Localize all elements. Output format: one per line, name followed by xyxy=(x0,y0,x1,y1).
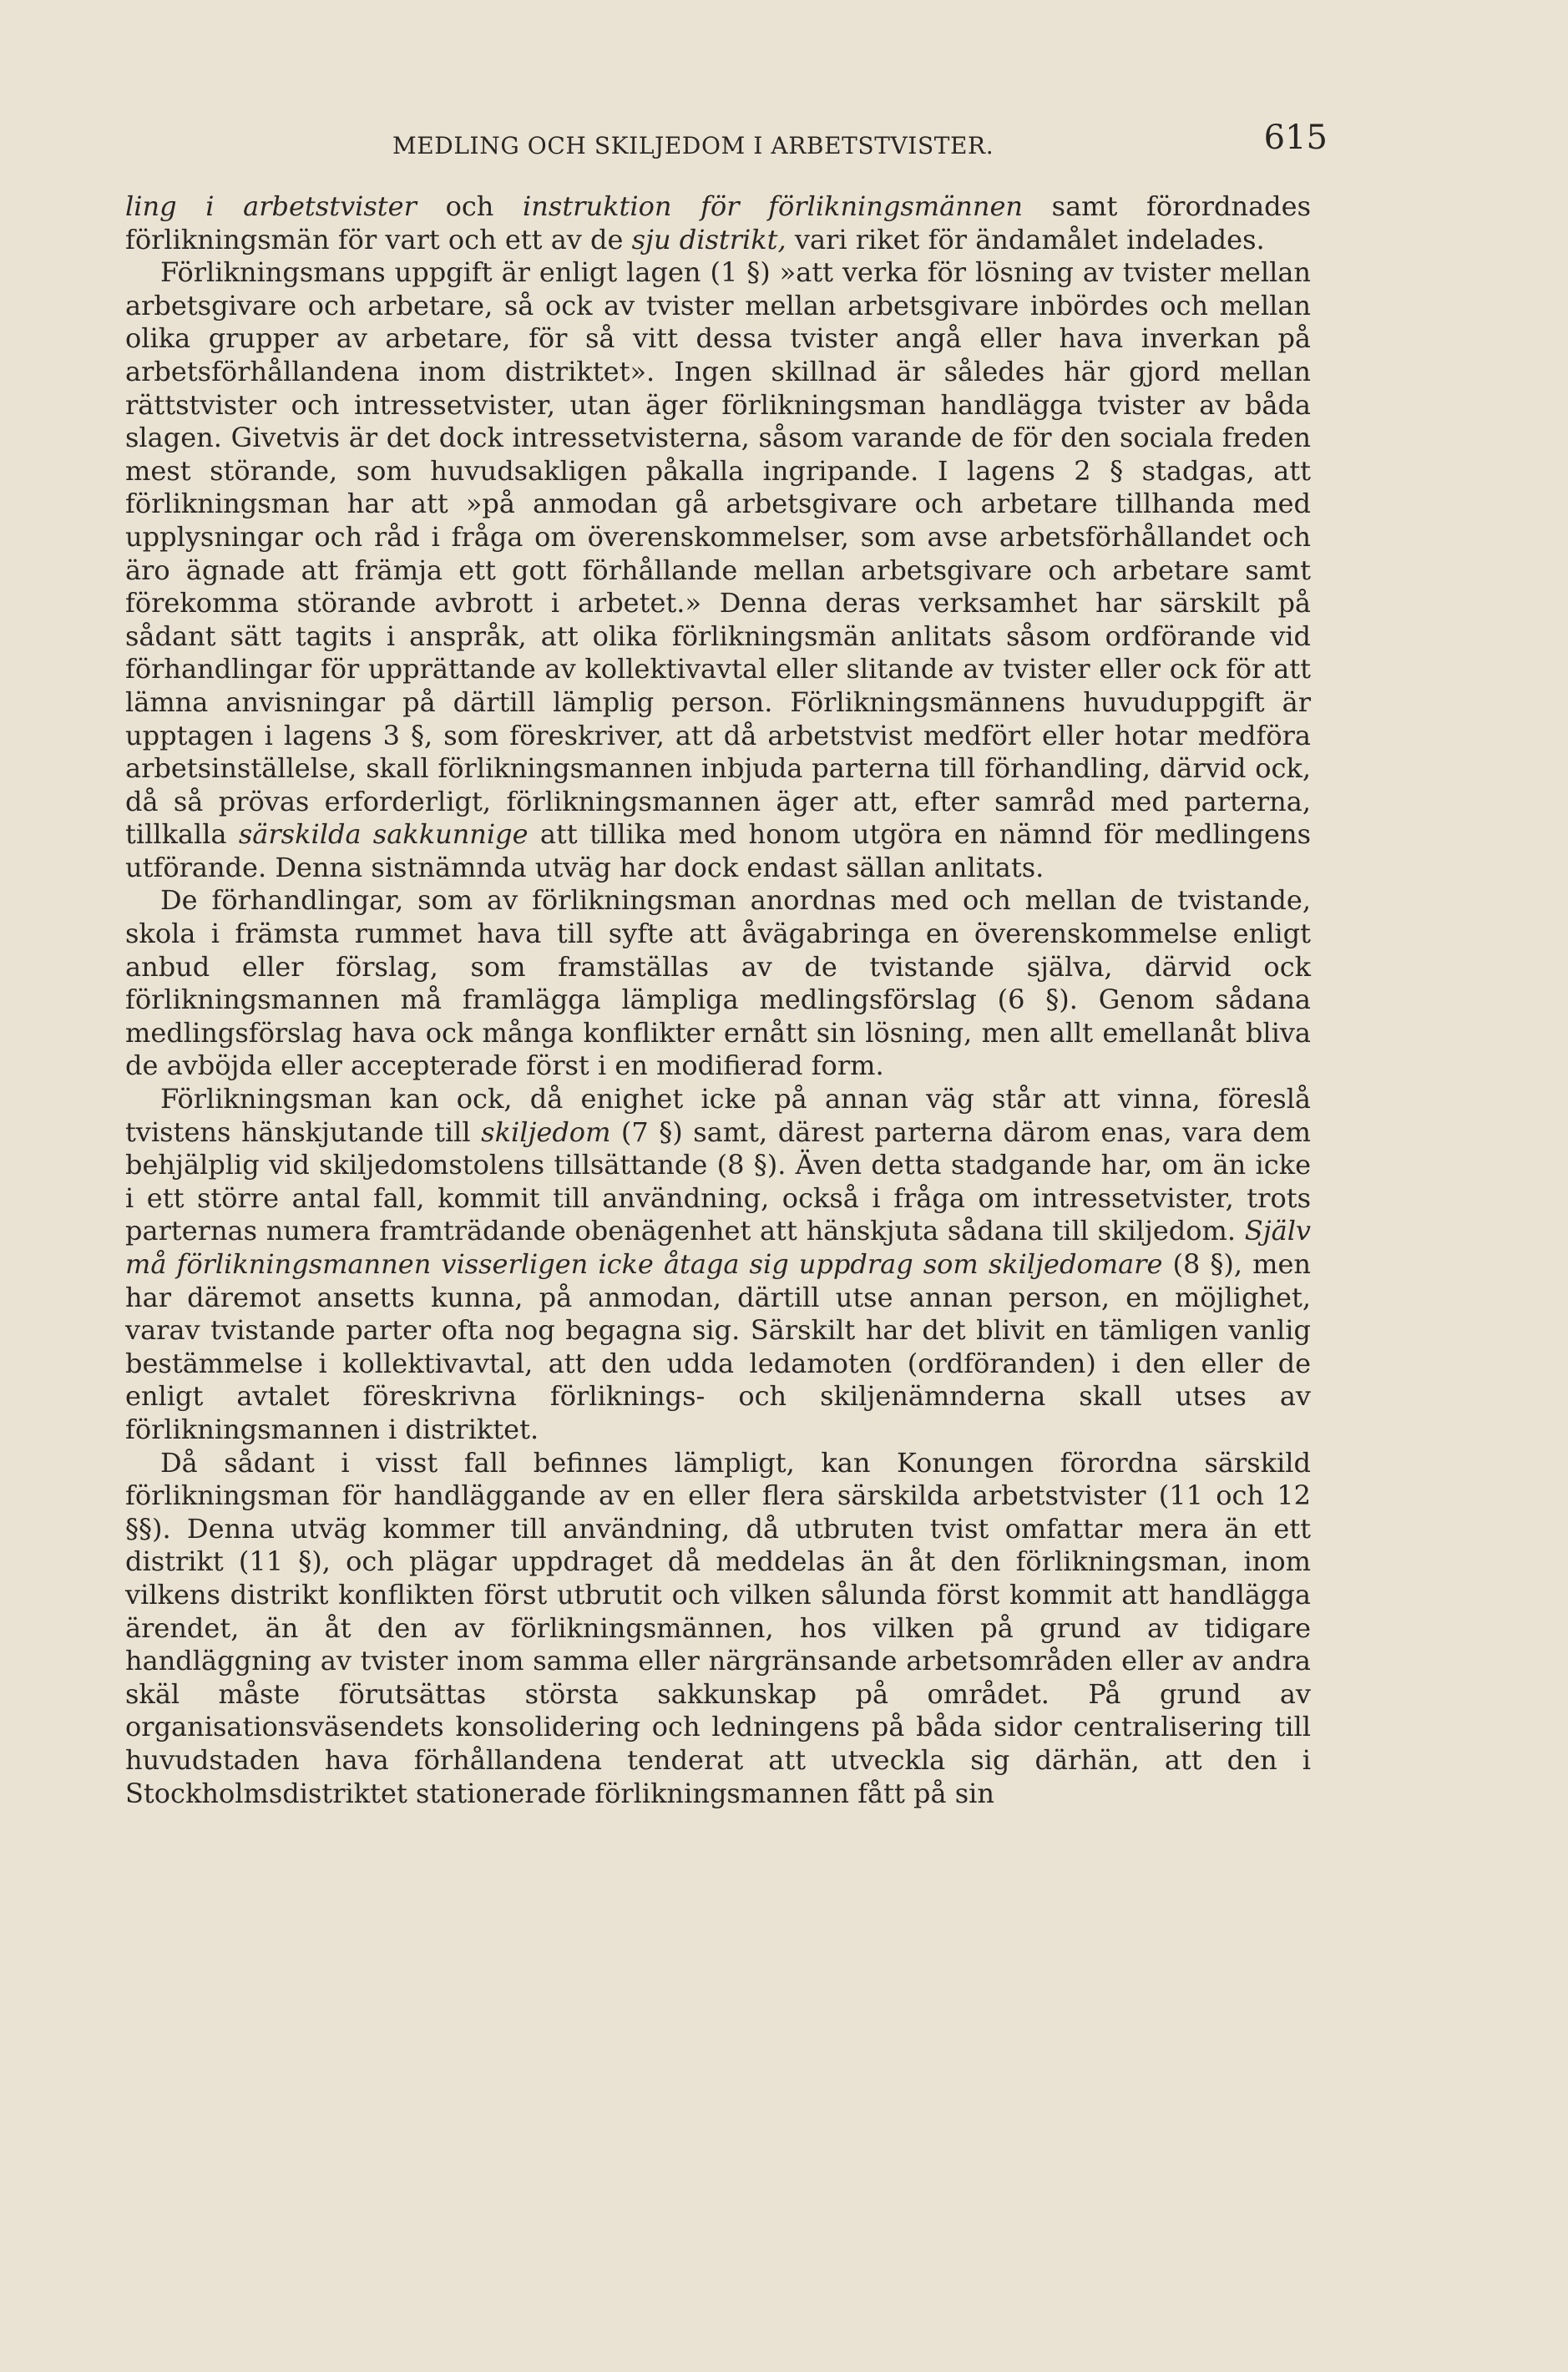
paragraph xyxy=(125,1083,1311,1447)
italic-phrase: sju distrikt, xyxy=(631,223,787,255)
page-number: 615 xyxy=(1263,119,1328,157)
paragraph xyxy=(125,256,1311,884)
page-header xyxy=(125,119,1328,182)
text-run: Förlikningsman kan ock, då enighet icke på annan väg står att vinna, föreslå tvistens hänskjutande till xyxy=(125,1083,1311,1148)
italic-phrase: ling i arbetstvister xyxy=(125,190,417,222)
text-run: Förlikningsmans uppgift är enligt lagen (1 §) »att verka för lösning av tvister mellan arbetsgivare och arbetare, så ock av tvister mellan arbetsgivare inbördes och mellan olika grupper av arbetare, för så vitt dessa tvister angå eller hava inverkan på arbetsförhållandena inom distriktet». Ingen skillnad är således här gjord mellan rättstvister och intressetvister, utan äger förlikningsman handlägga tvister av båda slagen. Givetvis är det dock intressetvisterna, såsom varande de för den sociala freden mest störande, som huvudsakligen påkalla ingripande. I lagens 2 § stadgas, att förlikningsman har att »på anmodan gå arbetsgivare och arbetare tillhanda med upplysningar och råd i fråga om överenskommelser, som avse arbetsförhållandet och äro ägnade att främja ett gott förhållande mellan arbetsgivare och arbetare samt förekomma störande avbrott i arbetet.» Denna deras verksamhet har särskilt på sådant sätt tagits i anspråk, att olika förlikningsmän anlitats såsom ordförande vid förhandlingar för upprättande av kollektivavtal eller slitande av tvister eller ock för att lämna anvisningar på därtill lämplig person. Förlikningsmännens huvuduppgift är upptagen i lagens 3 §, som föreskriver, att då arbetstvist medfört eller hotar medföra arbetsinställelse, skall förlikningsmannen inbjuda parterna till förhandling, därvid ock, då så prövas erforderligt, förlikningsmannen äger att, efter samråd med parterna, tillkalla xyxy=(125,256,1311,851)
text-run: vari riket för ändamålet indelades. xyxy=(786,223,1265,255)
paragraph xyxy=(125,1447,1311,1811)
italic-phrase: skiljedom xyxy=(481,1115,611,1148)
text-run: samt förordnades förlikningsmän för vart och ett av de xyxy=(125,190,1312,255)
italic-phrase: instruktion för förlikningsmännen xyxy=(523,190,1023,222)
text-run: att tillika med honom utgöra en nämnd för medlingens utförande. Denna sistnämnda utväg har dock endast sällan anlitats. xyxy=(125,818,1312,883)
text-run: (8 §), men har däremot ansetts kunna, på anmodan, därtill utse annan person, en möjlighet, varav tvistande parter ofta nog begagna sig. Särskilt har det blivit en tämligen vanlig bestämmelse i kollektivavtal, att den udda ledamoten (ordföranden) i den eller de enligt avtalet föreskrivna förliknings- och skiljenämnderna skall utses av förlikningsmannen i distriktet. xyxy=(125,1248,1312,1445)
text-run: Då sådant i visst fall befinnes lämpligt, kan Konungen förordna särskild förlikningsman för handläggande av en eller flera särskilda arbetstvister (11 och 12 §§). Denna utväg kommer till användning, då utbruten tvist omfattar mera än ett distrikt (11 §), och plägar uppdraget då meddelas än åt den förlikningsman, inom vilkens distrikt konflikten först utbrutit och vilken sålunda först kommit att handlägga ärendet, än åt den av förlikningsmännen, hos vilken på grund av tidigare handläggning av tvister inom samma eller närgränsande arbetsområden eller av andra skäl måste förutsättas största sakkunskap på området. På grund av organisationsväsendets konsolidering och ledningens på båda sidor centralisering till huvudstaden hava förhållandena tenderat att utveckla sig därhän, att den i Stockholmsdistriktet stationerade förlikningsmannen fått på sin xyxy=(125,1446,1311,1809)
italic-phrase: särskilda sakkunnige xyxy=(238,818,529,851)
text-run: och xyxy=(416,190,524,222)
paragraph xyxy=(125,190,1311,256)
running-title: MEDLING OCH SKILJEDOM I ARBETSTVISTER. xyxy=(392,132,994,159)
body-text xyxy=(125,190,1311,1810)
text-run: (7 §) samt, därest parterna därom enas, vara dem behjälplig vid skiljedomstolens tillsättande (8 §). Även detta stadgande har, om än icke i ett större antal fall, kommit till användning, också i fråga om intressetvister, trots parternas numera framträdande obenägenhet att hänskjuta sådana till skiljedom. xyxy=(125,1115,1312,1247)
paragraph xyxy=(125,884,1311,1083)
italic-phrase: Själv må förlikningsmannen visserligen icke åtaga sig uppdrag som skiljedomare xyxy=(125,1215,1311,1280)
text-run: De förhandlingar, som av förlikningsman anordnas med och mellan de tvistande, skola i främsta rummet hava till syfte att åvägabringa en överenskommelse enligt anbud eller förslag, som framställas av de tvistande själva, därvid ock förlikningsmannen må framlägga lämpliga medlingsförslag (6 §). Genom sådana medlingsförslag hava ock många konflikter ernått sin lösning, men allt emellanåt bliva de avböjda eller accepterade först i en modifierad form. xyxy=(125,884,1311,1082)
